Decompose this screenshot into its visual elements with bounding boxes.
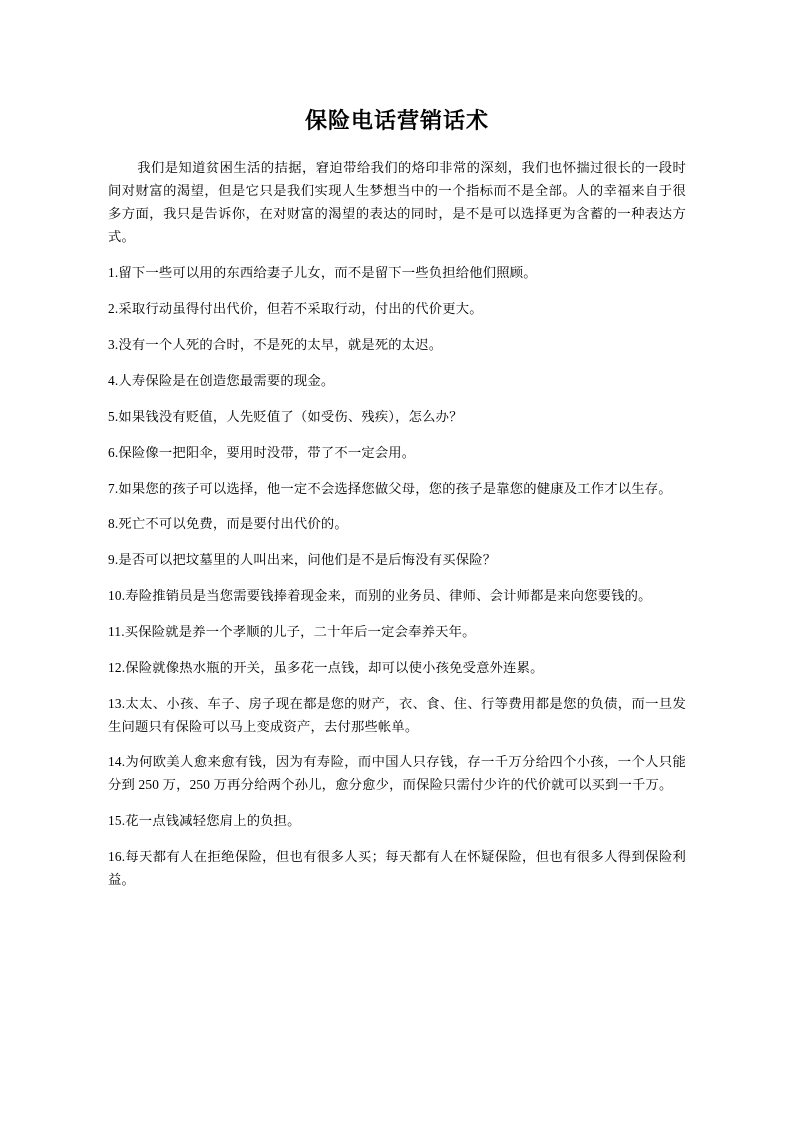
list-item: 9.是否可以把坟墓里的人叫出来，问他们是不是后悔没有买保险？ <box>108 552 497 568</box>
list-item: 14.为何欧美人愈来愈有钱，因为有寿险，而中国人只存钱，存一千万分给四个小孩，一个人只能分到 250 万，250 万再分给两个孙儿，愈分愈少，而保险只需付少许的代价就可以买到一千万。 <box>108 754 686 793</box>
list-item: 16.每天都有人在拒绝保险，但也有很多人买；每天都有人在怀疑保险，但也有很多人得到保险利益。 <box>108 849 686 887</box>
list-item: 12.保险就像热水瓶的开关，虽多花一点钱，却可以使小孩免受意外连累。 <box>108 659 544 675</box>
list-item: 13.太太、小孩、车子、房子现在都是您的财产，衣、食、住、行等费用都是您的负债，而一旦发生问题只有保险可以马上变成资产，去付那些帐单。 <box>108 695 686 734</box>
list-item: 6.保险像一把阳伞，要用时没带，带了不一定会用。 <box>108 444 416 460</box>
list-item: 10.寿险推销员是当您需要钱捧着现金来，而别的业务员、律师、会计师都是来向您要钱的。 <box>108 588 652 604</box>
list-item: 8.死亡不可以免费，而是要付出代价的。 <box>108 516 348 532</box>
list-item: 2.采取行动虽得付出代价，但若不采取行动，付出的代价更大。 <box>108 301 483 317</box>
list-item: 5.如果钱没有贬值，人先贬值了（如受伤、残疾），怎么办？ <box>108 408 463 424</box>
list-item: 3.没有一个人死的合时，不是死的太早，就是死的太迟。 <box>108 337 443 353</box>
list-item: 11.买保险就是养一个孝顺的儿子，二十年后一定会奉养天年。 <box>108 624 476 640</box>
page-title: 保险电话营销话术 <box>304 108 489 133</box>
list-item: 4.人寿保险是在创造您最需要的现金。 <box>108 373 335 389</box>
list-item: 1.留下一些可以用的东西给妻子儿女，而不是留下一些负担给他们照顾。 <box>108 265 537 281</box>
numbered-list <box>108 262 686 891</box>
intro-paragraph: 我们是知道贫困生活的拮据，窘迫带给我们的烙印非常的深刻，我们也怀揣过很长的一段时间对财富的渴望，但是它只是我们实现人生梦想当中的一个指标而不是全部。人的幸福来自于很多方面，我只是告诉你，在对财富的渴望的表达的同时，是不是可以选择更为含蓄的一种表达方式。 <box>108 160 686 244</box>
list-item: 7.如果您的孩子可以选择，他一定不会选择您做父母，您的孩子是靠您的健康及工作才以生存。 <box>108 480 672 496</box>
list-item: 15.花一点钱减轻您肩上的负担。 <box>108 813 301 829</box>
